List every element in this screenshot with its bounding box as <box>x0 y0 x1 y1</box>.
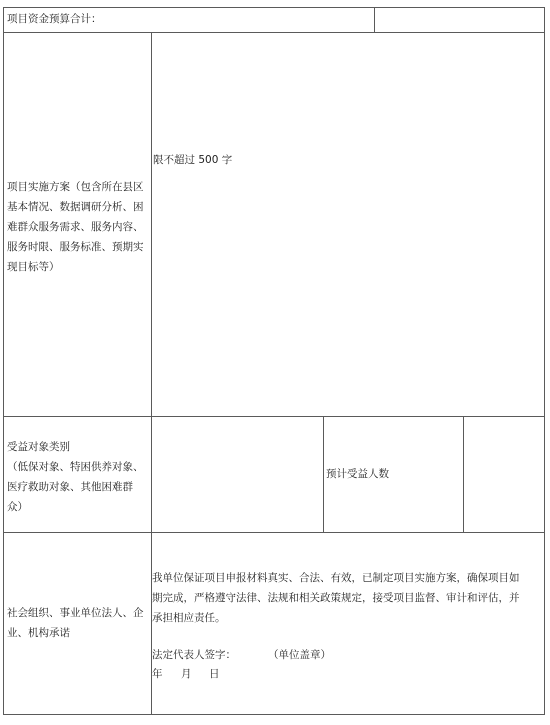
grid-line <box>544 7 545 715</box>
commitment-line: 期完成，严格遵守法律、法规和相关政策规定，接受项目监督、审计和评估，并 <box>152 592 520 604</box>
beneficiary-label-line: 众） <box>7 501 28 513</box>
unit-seal-label: （单位盖章） <box>268 649 331 661</box>
grid-line <box>463 416 464 533</box>
beneficiary-label-line: （低保对象、特困供养对象、 <box>7 461 144 473</box>
commitment-label-line: 业、机构承诺 <box>7 627 70 639</box>
beneficiary-label-line: 医疗救助对象、其他困难群 <box>7 481 133 493</box>
budget-total-label: 项目资金预算合计： <box>7 13 102 25</box>
grid-line <box>3 7 544 8</box>
grid-line <box>374 7 375 33</box>
commitment-line: 承担相应责任。 <box>152 612 226 624</box>
legal-rep-signature-label: 法定代表人签字： <box>152 649 236 661</box>
grid-line <box>323 416 324 533</box>
commitment-statement <box>152 568 543 628</box>
plan-word-limit-hint: 限不超过 500 字 <box>153 154 233 166</box>
plan-label-line: 难群众服务需求、服务内容、 <box>7 221 144 233</box>
plan-label-line: 基本情况、数据调研分析、困 <box>7 201 144 213</box>
beneficiary-label-line: 受益对象类别 <box>7 441 70 453</box>
grid-line <box>3 714 544 715</box>
plan-label-line: 项目实施方案（包含所在县区 <box>7 181 144 193</box>
beneficiary-label <box>7 437 152 517</box>
date-day: 日 <box>209 668 220 680</box>
grid-line <box>3 32 544 33</box>
plan-label-line: 现目标等） <box>7 261 60 273</box>
commitment-label <box>7 603 152 643</box>
beneficiary-count-label: 预计受益人数 <box>326 468 389 480</box>
commitment-line: 我单位保证项目申报材料真实、合法、有效，已制定项目实施方案，确保项目如 <box>152 572 520 584</box>
date-year: 年 <box>152 668 163 680</box>
grid-line <box>3 7 4 715</box>
date-month: 月 <box>181 668 192 680</box>
plan-label-line: 服务时限、服务标准、预期实 <box>7 241 144 253</box>
plan-label <box>7 177 152 277</box>
commitment-label-line: 社会组织、事业单位法人、企 <box>7 607 144 619</box>
